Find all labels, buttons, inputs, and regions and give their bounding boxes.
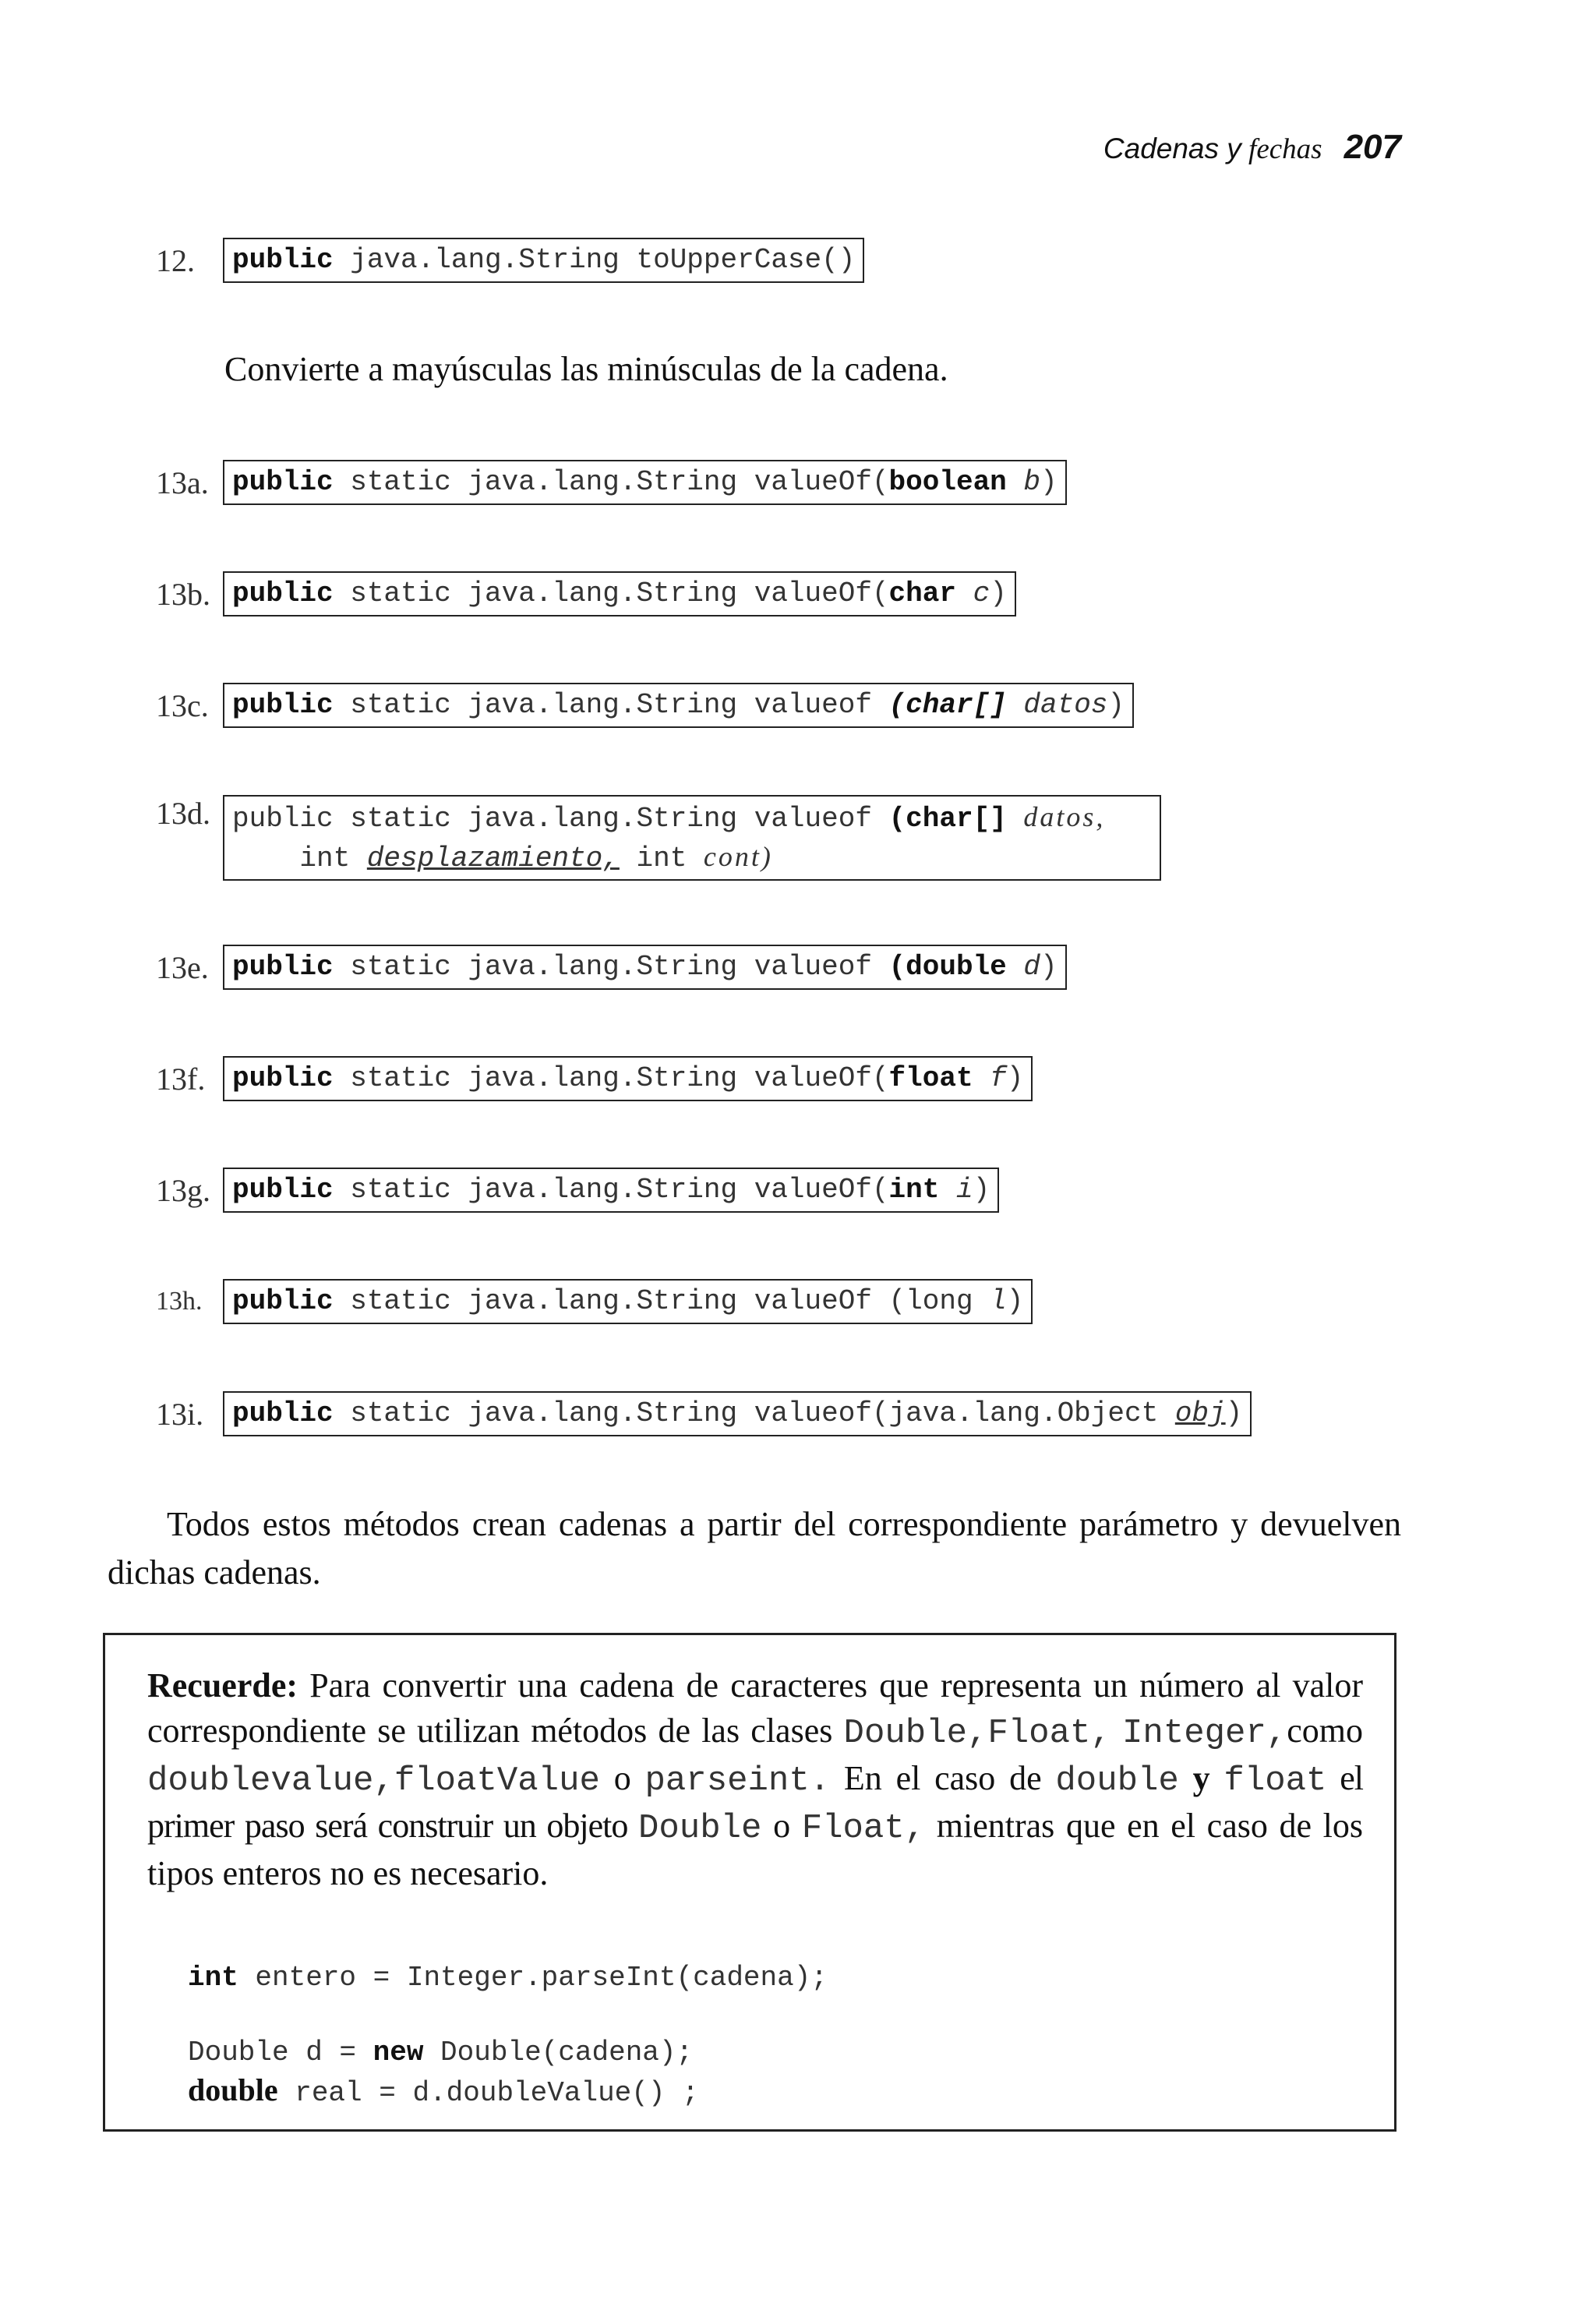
param-type: int (888, 1174, 940, 1206)
code-integer: Integer, (1122, 1714, 1287, 1753)
param-name: d (1023, 951, 1040, 983)
signature-box (223, 571, 1016, 616)
signature: static java.lang.String valueOf( (333, 1174, 889, 1206)
signature: static java.lang.String valueof (333, 689, 889, 721)
signature-box (223, 460, 1067, 505)
signature: static java.lang.String valueOf( (333, 466, 889, 498)
code-line-2a: Double d = (188, 2037, 373, 2068)
summary-paragraph: Todos estos métodos crean cadenas a partir del correspondiente parámetro y devuelven dichas cadenas. (108, 1505, 1401, 1592)
description-12: Convierte a mayúsculas las minúsculas de la cadena. (224, 350, 948, 388)
close-paren: ) (973, 1174, 990, 1206)
code-keyword: double (188, 2072, 278, 2107)
keyword: public (232, 951, 334, 983)
entry-number: 13b. (156, 576, 210, 612)
code-double: double (1055, 1761, 1179, 1800)
keyword: public (232, 1285, 334, 1317)
entry-number: 13c. (156, 687, 209, 723)
param-type: (double (888, 951, 1007, 983)
keyword: public (232, 578, 334, 609)
entry-13c (156, 683, 1134, 728)
param-name: i (955, 1174, 973, 1206)
recuerde-text-6: y (1178, 1759, 1224, 1797)
keyword: public (232, 689, 334, 721)
param-name: f (990, 1062, 1007, 1094)
entry-number: 13g. (156, 1172, 210, 1208)
recuerde-text-2 (1111, 1712, 1122, 1750)
entry-number: 13e. (156, 949, 209, 985)
signature-box (223, 1168, 999, 1213)
entry-13f (156, 1056, 1033, 1101)
entry-13h (156, 1279, 1033, 1324)
signature: java.lang.String toUpperCase() (333, 244, 856, 276)
signature-line1: public static java.lang.String valueof (232, 803, 889, 835)
entry-number: 13f. (156, 1061, 206, 1097)
signature: static java.lang.String valueOf (long (333, 1285, 990, 1317)
code-example (188, 1959, 828, 2112)
recuerde-text-8: o (761, 1807, 802, 1845)
signature: static java.lang.String valueOf( (333, 1062, 889, 1094)
signature-box (223, 1056, 1033, 1101)
header-title (1103, 132, 1322, 166)
signature: static java.lang.String valueof (333, 951, 889, 983)
entry-number: 13d. (156, 796, 210, 831)
param-name: b (1023, 466, 1040, 498)
code-line-1: entero = Integer.parseInt(cadena); (238, 1962, 828, 1994)
param-type: float (888, 1062, 973, 1094)
param-name: cont) (703, 841, 773, 872)
code-keyword: new (373, 2037, 424, 2068)
close-paren: ) (1040, 951, 1058, 983)
close-paren: ) (1006, 1062, 1024, 1094)
code-methods: doublevalue,floatValue (147, 1761, 600, 1800)
close-paren: ) (1006, 1285, 1024, 1317)
param-name: c (973, 578, 990, 609)
recuerde-text-1: Para convertir una cadena de caracteres que representa un número al valor correspondiente se utilizan métodos de las clases (147, 1666, 1363, 1750)
param-type: (char[] (888, 803, 1007, 835)
signature-box (223, 1391, 1252, 1436)
recuerde-text-4: o (599, 1759, 645, 1797)
signature-box (223, 1279, 1033, 1324)
entry-number: 12. (156, 242, 195, 278)
code-classes: Double,Float, (843, 1714, 1111, 1753)
param-type: boolean (888, 466, 1007, 498)
close-paren: ) (1040, 466, 1058, 498)
entry-number: 13i. (156, 1396, 204, 1432)
keyword: public (232, 466, 334, 498)
keyword: public (232, 1397, 334, 1429)
param-name: datos (1023, 689, 1108, 721)
param-type: char (888, 578, 956, 609)
recuerde-text-9: mientras que en el caso de los tipos enteros no es necesario. (147, 1807, 1364, 1892)
entry-13b (156, 571, 1016, 616)
param-name: obj (1174, 1397, 1226, 1429)
entry-13a (156, 460, 1067, 505)
header-title-part2: fechas (1248, 133, 1322, 165)
entry-13e (156, 945, 1067, 990)
entry-12 (156, 238, 864, 283)
signature-line2-a: int (232, 843, 367, 874)
page-number: 207 (1344, 128, 1401, 166)
signature: static java.lang.String valueOf( (333, 578, 889, 609)
recuerde-paragraph (147, 1663, 1363, 1896)
running-header (1103, 128, 1401, 175)
code-float: float (1223, 1761, 1327, 1800)
param-type: (char[] (888, 689, 1007, 721)
close-paren: ) (990, 578, 1007, 609)
keyword: public (232, 244, 334, 276)
recuerde-label: Recuerde: (147, 1666, 298, 1705)
close-paren: ) (1225, 1397, 1243, 1429)
signature: static java.lang.String valueof(java.lang.Object (333, 1397, 1175, 1429)
entry-13d (156, 795, 1161, 881)
keyword: public (232, 1174, 334, 1206)
entry-13i (156, 1391, 1252, 1436)
signature-box (223, 945, 1067, 990)
keyword: public (232, 1062, 334, 1094)
code-line-2b: Double(cadena); (423, 2037, 694, 2068)
code-line-3: real = d.doubleValue() ; (277, 2077, 699, 2109)
close-paren: ) (1107, 689, 1125, 721)
entry-number: 13a. (156, 465, 209, 500)
signature-box (223, 238, 864, 283)
param-name: desplazamiento, (366, 843, 620, 874)
entry-13g (156, 1168, 999, 1213)
signature-line2-b: int (619, 843, 704, 874)
code-keyword: int (188, 1962, 238, 1994)
signature-box (223, 795, 1161, 881)
code-parseint: parseint. (644, 1761, 831, 1800)
param-name: l (990, 1285, 1007, 1317)
param-name: datos, (1023, 801, 1106, 832)
header-title-part1: Cadenas y (1103, 132, 1241, 164)
signature-box (223, 683, 1134, 728)
recuerde-text-7: el primer paso será construir un objeto (147, 1759, 1363, 1845)
recuerde-box (103, 1633, 1396, 2132)
recuerde-text-3: como (1287, 1712, 1364, 1750)
recuerde-text-5: En el caso de (830, 1759, 1056, 1797)
code-float-class: Float, (801, 1809, 926, 1848)
entry-number: 13h. (156, 1287, 203, 1316)
code-double-class: Double (638, 1809, 762, 1848)
